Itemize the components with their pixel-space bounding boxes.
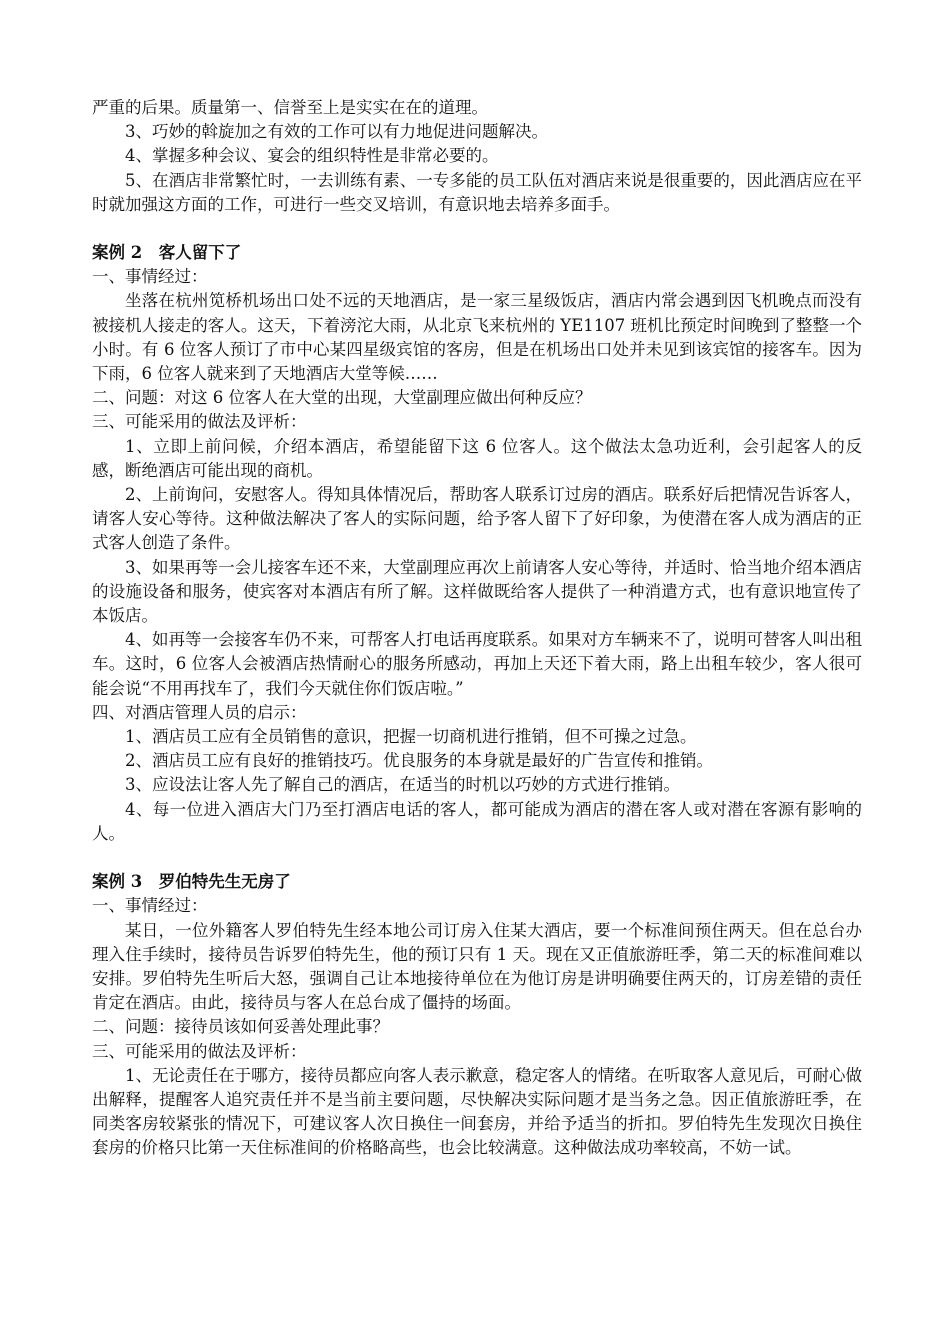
case3-section3-label: 三、可能采用的做法及评析： <box>92 1041 307 1061</box>
case3-heading <box>92 870 862 894</box>
intro-paragraph: 3、巧妙的斡旋加之有效的工作可以有力地促进问题解决。 <box>125 122 548 142</box>
case3-section1-label: 一、事情经过： <box>92 896 208 916</box>
case3-title: 罗伯特先生无房了 <box>158 872 291 892</box>
case2-heading <box>92 241 862 265</box>
case2-number: 案例 2 <box>92 243 143 263</box>
case3-approach: 1、无论责任在于哪方，接待员都应向客人表示歉意，稳定客人的情绪。在听取客人意见后，可耐心做出解释，提醒客人追究责任并不是当前主要问题，尽快解决实际问题才是当务之急。因正值旅游旺季，在同类客房较紧张的情况下，可建议客人次日换住一间套房，并给予适当的折扣。罗伯特先生发现次日换住套房的价格只比第一天住标准间的价格略高些，也会比较满意。这种做法成功率较高，不妨一试。 <box>92 1065 862 1158</box>
document-page <box>92 96 862 1161</box>
case2-lesson: 3、应设法让客人先了解自己的酒店，在适当的时机以巧妙的方式进行推销。 <box>125 775 680 795</box>
intro-paragraph: 4、掌握多种会议、宴会的组织特性是非常必要的。 <box>125 146 499 166</box>
case2-approach: 3、如果再等一会儿接客车还不来，大堂副理应再次上前请客人安心等待，并适时、恰当地介绍本酒店的设施设备和服务，使宾客对本酒店有所了解。这样做既给客人提供了一种消遣方式，也有意识地宣传了本饭店。 <box>92 557 862 626</box>
case2-section3-label: 三、可能采用的做法及评析： <box>92 412 307 432</box>
case2-section4-label: 四、对酒店管理人员的启示： <box>92 702 307 722</box>
case2-approach: 1、立即上前问候，介绍本酒店，希望能留下这 6 位客人。这个做法太急功近利，会引起客人的反感，断绝酒店可能出现的商机。 <box>92 436 862 480</box>
case2-lesson: 1、酒店员工应有全员销售的意识，把握一切商机进行推销，但不可操之过急。 <box>125 727 697 747</box>
case3-question: 二、问题：接待员该如何妥善处理此事？ <box>92 1017 389 1037</box>
case2-section1-label: 一、事情经过： <box>92 267 208 287</box>
case2-question: 二、问题：对这 6 位客人在大堂的出现，大堂副理应做出何种反应？ <box>92 388 592 408</box>
intro-paragraph: 5、在酒店非常繁忙时，一去训练有素、一专多能的员工队伍对酒店来说是很重要的，因此酒店应在平时就加强这方面的工作，可进行一些交叉培训，有意识地去培养多面手。 <box>92 170 862 214</box>
case2-title: 客人留下了 <box>158 243 242 263</box>
case2-approach: 4、如再等一会接客车仍不来，可帮客人打电话再度联系。如果对方车辆来不了，说明可替客人叫出租车。这时，6 位客人会被酒店热情耐心的服务所感动，再加上天还下着大雨，路上出租车较少，客人很可能会说“不用再找车了，我们今天就住你们饭店啦。” <box>92 630 862 698</box>
case2-lesson: 4、每一位进入酒店大门乃至打酒店电话的客人，都可能成为酒店的潜在客人或对潜在客源有影响的人。 <box>92 799 862 843</box>
case3-number: 案例 3 <box>92 872 143 892</box>
case2-lesson: 2、酒店员工应有良好的推销技巧。优良服务的本身就是最好的广告宣传和推销。 <box>125 751 713 771</box>
case2-story: 坐落在杭州笕桥机场出口处不远的天地酒店，是一家三星级饭店，酒店内常会遇到因飞机晚点而没有被接机人接走的客人。这天，下着滂沱大雨，从北京飞来杭州的 YE1107 班机比预定时间晚到了整整一个小时。有 6 位客人预订了市中心某四星级宾馆的客房，但是在机场出口处并未见到该宾馆的接客车。因为下雨，6 位客人就来到了天地酒店大堂等候…… <box>92 291 862 384</box>
case2-approach: 2、上前询问，安慰客人。得知具体情况后，帮助客人联系订过房的酒店。联系好后把情况告诉客人，请客人安心等待。这种做法解决了客人的实际问题，给予客人留下了好印象，为使潜在客人成为酒店的正式客人创造了条件。 <box>92 485 862 553</box>
intro-paragraph: 严重的后果。质量第一、信誉至上是实实在在的道理。 <box>92 98 488 117</box>
case3-story: 某日，一位外籍客人罗伯特先生经本地公司订房入住某大酒店，要一个标准间预住两天。但在总台办理入住手续时，接待员告诉罗伯特先生，他的预订只有 1 天。现在又正值旅游旺季，第二天的标准间难以安排。罗伯特先生听后大怒，强调自己让本地接待单位在为他订房是讲明确要住两天的，订房差错的责任肯定在酒店。由此，接待员与客人在总台成了僵持的场面。 <box>92 920 862 1013</box>
